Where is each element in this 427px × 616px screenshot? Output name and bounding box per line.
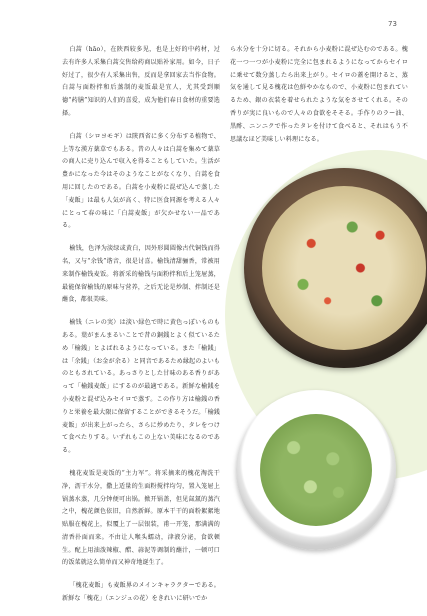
right-column [230, 44, 408, 156]
paragraph-baihao-chinese: 白蒿（hāo），在陕西较多见，也是上好的中药材，过去有许多人采集白蒿交售给药商以贴补家用。如今，日子好过了，很少有人采集出售，反而是拿回家去当作食物。白蒿与面粉拌和后蒸制的麦饭最是宜人，尤其受到顺德“药膳”知识的人们的喜爱，成为他们春日食材的重要选择。 [62, 46, 220, 117]
paragraph-yuqian-japanese: 榆钱（ニレの実）は淡い緑色で時に黄色っぽいものもある。葉がまんまるいことで昔の銅銭とよく似ているため「榆銭」とよばれるようになっている。また「榆銭」は「余銭」（お金が余る）と同音であるため縁起のよいものともされている。あっさりとした甘味のある香りがあって「榆銭麦飯」にするのが最適である。新鮮な榆銭を小麦粉と混ぜ込みセイロで蒸す。この作り方は榆銭の香りと栄養を最大限に保留することができるそうだ。「榆銭麦飯」が出来上がったら、さらに炒めたり、タレをつけて食べたりする。いずれもこの上ない美味になるのである。 [62, 319, 220, 455]
left-column [62, 44, 220, 616]
paragraph-yuqian-chinese: 榆钱，色泽为淡绿或黄白，因外形圆圆像古代铜钱而得名，又与“余钱”谐音，很是讨喜。榆钱清甜骊香，常被用来制作榆钱麦饭。将新采的榆钱与面粉拌和后上笼屉蒸，最能保留榆钱的原味与营养，之后无论是炒制、拌制还是蘸食，都很美味。 [62, 245, 220, 304]
paragraph-huaihua-japanese-cont: ら水分を十分に切る。それから小麦粉に混ぜ込むのである。槐花一つ一つが小麦粉に完全に包まれるようになってからセイロに乗せて数分蒸したら出来上がり。セイロの蓋を開けると、蒸気を通して見る槐花は色鮮やかなもので、小麦粉に包まれているため、銀の衣装を着せられたような気をさせてくれる。その香りが実に良いもので人々の食欲をそそる。手作りのラー油、黒酢、ニンニクで作ったタレを付けて食べると、それはもう不思議なほど美味しい料理になる。 [230, 46, 408, 143]
huaihua-maifan-dish-photo [236, 390, 396, 550]
paragraph-baihao-japanese: 白蒿（シロヨモギ）は陝西省に多く分布する植物で、上等な漢方薬草でもある。昔の人々は白蒿を集めて薬草の商人に売り込んで収入を得ることもしていた。生活が豊かになった今はそのようなことがなくなり、白蒿を食用に回したのである。白蒿を小麦粉に混ぜ込んで蒸した「麦飯」は最も人気が高く、特に医食同源を考える人々にとって春の味に「白蒿麦飯」が欠かせない一品である。 [62, 132, 220, 230]
food-pile [260, 414, 372, 526]
paragraph-huaihua-chinese: 槐花麦饭是麦饭的“主力军”。将采摘来的槐花淘洗干净，沥干水分，撒上适量的生面粉搅拌均匀，置入笼屉上锅蒸水蒸，几分钟便可出锅。掀开锅盖，但见氤氲的蒸汽之中，槐花颜色依旧，自然新鲜。原本干干的面粉絮絮地贴服在槐花上，似覆上了一层银装，甫一开笼，那满满的清香扑面而来。不由让人喉头蠕动，津液分泌，食欲顿生。配上用油泼辣椒、醋、蒜泥等调制的蘸汁，一顿可口的饭菜就这么简单而又神奇地诞生了。 [62, 469, 220, 567]
page-number: 73 [388, 20, 397, 28]
paragraph-huaihua-japanese-start: 「槐花麦飯」も麦飯界のメインキャラクターである。新鮮な「槐花」（エンジュの花）をきれいに研いでか [62, 582, 220, 603]
food-pile [262, 186, 426, 350]
